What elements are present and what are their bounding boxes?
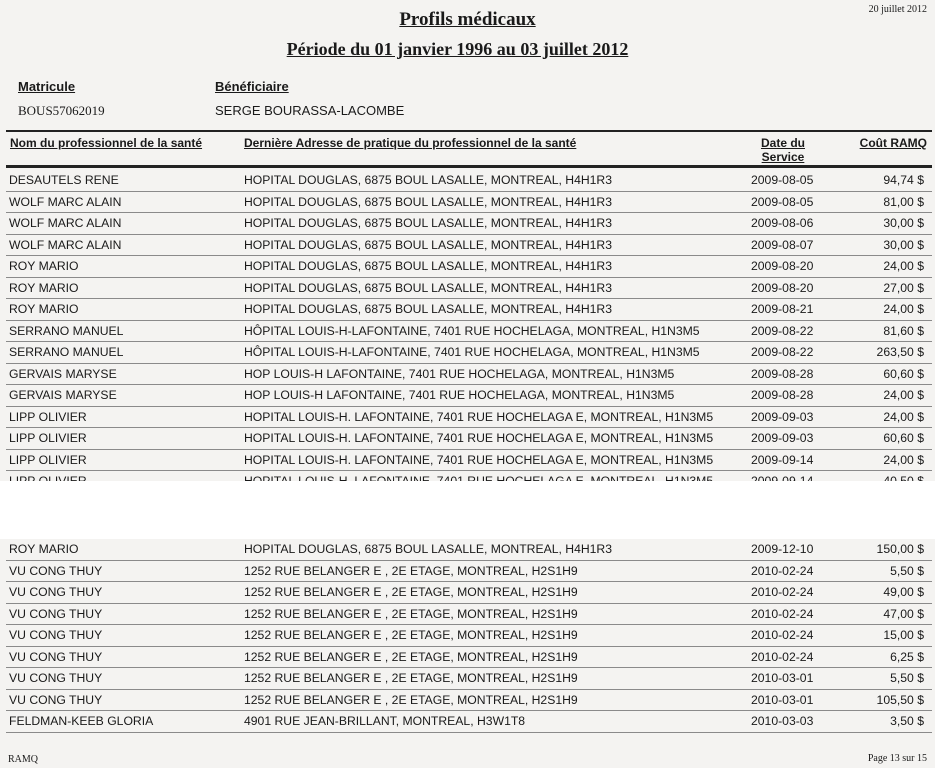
practice-address: HOPITAL LOUIS-H. LAFONTAINE, 7401 RUE HOCHELAGA E, MONTREAL, H1N3M5 [244,431,714,445]
professional-name: DESAUTELS RENE [9,173,119,187]
practice-address: HOPITAL DOUGLAS, 6875 BOUL LASALLE, MONTREAL, H4H1R3 [244,194,613,209]
professional-name: VU CONG THUY [9,606,103,621]
table-row [6,192,932,214]
table-top-rule [6,130,932,132]
practice-address: HOPITAL DOUGLAS, 6875 BOUL LASALLE, MONTREAL, H4H1R3 [244,280,613,295]
practice-address: HOPITAL DOUGLAS, 6875 BOUL LASALLE, MONTREAL, H4H1R3 [244,542,613,556]
period-subtitle: Période du 01 janvier 1996 au 03 juillet 2012 [286,39,629,59]
table-row [6,235,932,257]
professional-name: VU CONG THUY [9,692,103,707]
matricule-value: BOUS57062019 [18,103,105,118]
beneficiaire-value: SERGE BOURASSA-LACOMBE [215,103,405,118]
ramq-cost: 60,60 $ [883,366,924,381]
professional-name: WOLF MARC ALAIN [9,216,122,230]
practice-address: 1252 RUE BELANGER E , 2E ETAGE, MONTREAL, H2S1H9 [244,649,578,664]
ramq-cost: 60,60 $ [883,431,924,445]
practice-address: HÔPITAL LOUIS-H-LAFONTAINE, 7401 RUE HOCHELAGA, MONTREAL, H1N3M5 [244,345,700,359]
service-date: 2010-02-24 [751,563,814,578]
ramq-cost: 24,00 $ [883,409,924,424]
practice-address: HOPITAL DOUGLAS, 6875 BOUL LASALLE, MONTREAL, H4H1R3 [244,302,613,316]
table-row [6,364,932,386]
ramq-cost: 24,00 $ [883,302,924,316]
table-row [6,561,932,583]
beneficiaire-label: Bénéficiaire [215,79,289,94]
table-row [6,647,932,669]
footer-page-number: Page 13 sur 15 [867,753,927,764]
service-date: 2010-03-03 [751,714,814,728]
professional-name: ROY MARIO [9,302,79,316]
service-date: 2009-12-10 [751,542,814,556]
service-date: 2009-08-22 [751,323,814,338]
redacted-area [0,481,935,539]
professional-name: VU CONG THUY [9,585,103,599]
col-header-address: Dernière Adresse de pratique du professionnel de la santé [244,136,577,150]
practice-address: 1252 RUE BELANGER E , 2E ETAGE, MONTREAL, H2S1H9 [244,628,578,642]
table-row [6,582,932,604]
ramq-cost: 94,74 $ [883,173,924,187]
table-row [6,604,932,626]
ramq-cost: 24,00 $ [883,388,924,402]
professional-name: VU CONG THUY [9,671,103,685]
service-date: 2009-09-14 [751,452,814,467]
service-date: 2009-09-03 [751,409,814,424]
table-row [6,213,932,235]
table-row [6,450,932,472]
professional-name: VU CONG THUY [9,563,103,578]
professional-name: LIPP OLIVIER [9,409,87,424]
ramq-cost: 5,50 $ [890,563,924,578]
ramq-cost: 81,60 $ [883,323,924,338]
ramq-cost: 24,00 $ [883,259,924,273]
document-title: Profils médicaux [399,9,536,30]
professional-name: GERVAIS MARYSE [9,366,117,381]
ramq-cost: 150,00 $ [876,542,924,556]
practice-address: 1252 RUE BELANGER E , 2E ETAGE, MONTREAL, H2S1H9 [244,563,578,578]
ramq-cost: 6,25 $ [890,649,924,664]
professional-name: VU CONG THUY [9,649,103,664]
col-header-date [760,136,806,164]
footer-ramq: RAMQ [8,754,39,765]
professional-name: WOLF MARC ALAIN [9,237,122,252]
professional-name: GERVAIS MARYSE [9,388,117,402]
ramq-cost: 81,00 $ [883,194,924,209]
table-row [6,625,932,647]
table-row [6,690,932,712]
professional-name: VU CONG THUY [9,628,103,642]
ramq-cost: 30,00 $ [883,237,924,252]
ramq-cost: 49,00 $ [883,585,924,599]
table-row [6,668,932,690]
service-date: 2010-03-01 [751,692,814,707]
ramq-cost: 30,00 $ [883,216,924,230]
service-date: 2009-08-07 [751,237,814,252]
header-bottom-rule [6,165,932,168]
ramq-cost: 5,50 $ [890,671,924,685]
service-date: 2010-02-24 [751,628,814,642]
table-row [6,711,932,733]
table-row [6,278,932,300]
ramq-cost: 263,50 $ [876,345,924,359]
service-date: 2010-02-24 [751,649,814,664]
col-header-cost: Coût RAMQ [859,136,927,150]
practice-address: HOPITAL LOUIS-H. LAFONTAINE, 7401 RUE HOCHELAGA E, MONTREAL, H1N3M5 [244,409,714,424]
table-row [6,342,932,364]
service-date: 2009-08-05 [751,194,814,209]
professional-name: FELDMAN-KEEB GLORIA [9,714,154,728]
service-date: 2009-09-03 [751,431,814,445]
professional-name: LIPP OLIVIER [9,452,87,467]
practice-address: HOPITAL DOUGLAS, 6875 BOUL LASALLE, MONTREAL, H4H1R3 [244,237,613,252]
practice-address: 4901 RUE JEAN-BRILLANT, MONTREAL, H3W1T8 [244,714,526,728]
practice-address: HOP LOUIS-H LAFONTAINE, 7401 RUE HOCHELAGA, MONTREAL, H1N3M5 [244,388,675,402]
practice-address: 1252 RUE BELANGER E , 2E ETAGE, MONTREAL, H2S1H9 [244,585,578,599]
table-row [6,407,932,429]
service-date: 2009-08-21 [751,302,814,316]
professional-name: ROY MARIO [9,542,79,556]
table-row [6,170,932,192]
practice-address: HOPITAL DOUGLAS, 6875 BOUL LASALLE, MONTREAL, H4H1R3 [244,259,613,273]
ramq-cost: 27,00 $ [883,280,924,295]
service-date: 2009-08-20 [751,280,814,295]
practice-address: HÔPITAL LOUIS-H-LAFONTAINE, 7401 RUE HOCHELAGA, MONTREAL, H1N3M5 [244,323,700,338]
ramq-cost: 105,50 $ [876,692,924,707]
practice-address: 1252 RUE BELANGER E , 2E ETAGE, MONTREAL, H2S1H9 [244,606,578,621]
service-date: 2009-08-28 [751,366,814,381]
service-date: 2010-02-24 [751,606,814,621]
service-date: 2010-02-24 [751,585,814,599]
col-header-date-line2: Service [761,150,805,164]
service-date: 2009-08-20 [751,259,814,273]
matricule-label: Matricule [18,79,76,94]
col-header-name: Nom du professionnel de la santé [10,136,203,150]
professional-name: ROY MARIO [9,280,79,295]
professional-name: ROY MARIO [9,259,79,273]
professional-name: LIPP OLIVIER [9,431,87,445]
table-row [6,321,932,343]
practice-address: 1252 RUE BELANGER E , 2E ETAGE, MONTREAL, H2S1H9 [244,671,578,685]
table-row [6,256,932,278]
ramq-cost: 24,00 $ [883,452,924,467]
practice-address: 1252 RUE BELANGER E , 2E ETAGE, MONTREAL, H2S1H9 [244,692,578,707]
table-body-bottom [6,539,932,733]
table-body-top [6,170,932,493]
practice-address: HOP LOUIS-H LAFONTAINE, 7401 RUE HOCHELAGA, MONTREAL, H1N3M5 [244,366,675,381]
service-date: 2009-08-06 [751,216,814,230]
service-date: 2009-08-05 [751,173,814,187]
ramq-cost: 3,50 $ [890,714,924,728]
table-row [6,428,932,450]
service-date: 2010-03-01 [751,671,814,685]
practice-address: HOPITAL LOUIS-H. LAFONTAINE, 7401 RUE HOCHELAGA E, MONTREAL, H1N3M5 [244,452,714,467]
professional-name: SERRANO MANUEL [9,345,124,359]
practice-address: HOPITAL DOUGLAS, 6875 BOUL LASALLE, MONTREAL, H4H1R3 [244,173,613,187]
service-date: 2009-08-22 [751,345,814,359]
professional-name: SERRANO MANUEL [9,323,124,338]
ramq-cost: 47,00 $ [883,606,924,621]
service-date: 2009-08-28 [751,388,814,402]
table-row [6,299,932,321]
table-row [6,539,932,561]
print-date: 20 juillet 2012 [868,4,927,15]
professional-name: WOLF MARC ALAIN [9,194,122,209]
ramq-cost: 15,00 $ [883,628,924,642]
table-row [6,385,932,407]
col-header-date-line1: Date du [760,136,805,150]
practice-address: HOPITAL DOUGLAS, 6875 BOUL LASALLE, MONTREAL, H4H1R3 [244,216,613,230]
